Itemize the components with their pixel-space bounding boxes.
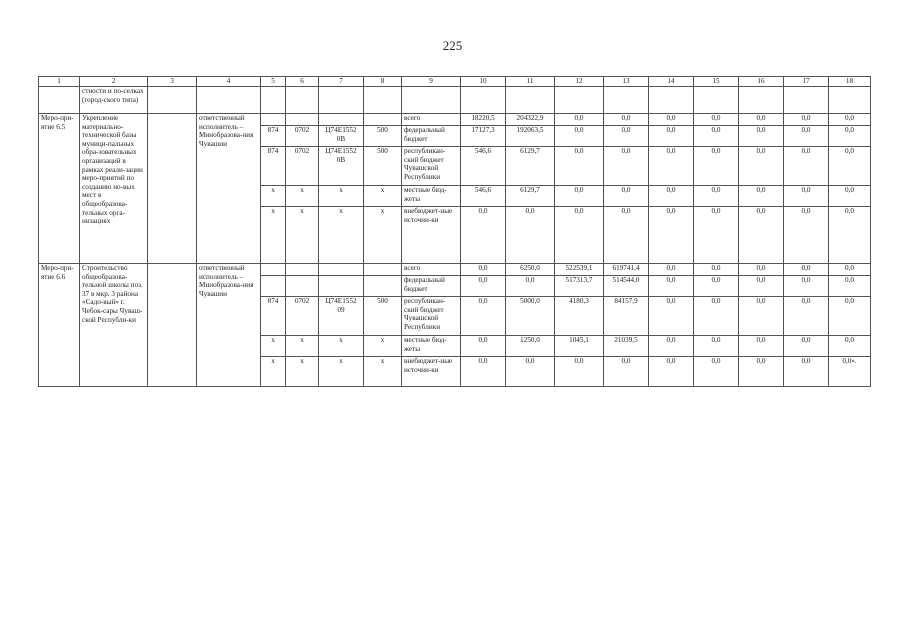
table-cell [461, 87, 506, 114]
code-expense-type: 500 [364, 297, 402, 336]
table-cell [148, 87, 197, 114]
amount-cell: 0,0 [694, 114, 739, 126]
amount-cell: 0,0 [739, 297, 784, 336]
responsible-executor: ответственный исполнитель – Минобразова-ния Чувашии [197, 114, 261, 264]
code-expense-type: 500 [364, 147, 402, 186]
column-header: 16 [739, 77, 784, 87]
table-cell [364, 87, 402, 114]
table-cell [402, 87, 461, 114]
table-cell [739, 87, 784, 114]
amount-cell: 0,0 [461, 264, 506, 276]
amount-cell: 0,0 [739, 357, 784, 387]
table-cell [694, 87, 739, 114]
budget-table [38, 76, 871, 387]
amount-cell: 0,0 [694, 297, 739, 336]
amount-cell: 0,0 [829, 126, 871, 147]
table-row [39, 114, 871, 126]
column-header: 5 [261, 77, 286, 87]
table-cell [784, 87, 829, 114]
amount-cell: 0,0 [694, 126, 739, 147]
table-cell [555, 87, 604, 114]
amount-cell: 0,0 [829, 114, 871, 126]
amount-cell: 0,0 [649, 297, 694, 336]
code-section: х [286, 336, 319, 357]
amount-cell: 0,0 [784, 126, 829, 147]
column-header: 15 [694, 77, 739, 87]
amount-cell: 0,0 [649, 207, 694, 264]
amount-cell: 0,0 [604, 357, 649, 387]
amount-cell: 0,0 [506, 207, 555, 264]
amount-cell: 0,0 [784, 264, 829, 276]
amount-cell: 0,0 [829, 336, 871, 357]
amount-cell: 0,0 [649, 264, 694, 276]
code-section: х [286, 207, 319, 264]
code-grbs [261, 276, 286, 297]
table-cell [829, 87, 871, 114]
amount-cell: 1045,1 [555, 336, 604, 357]
code-expense-type [364, 264, 402, 276]
code-grbs: 874 [261, 147, 286, 186]
code-target: Ц74Е1552 0В [319, 147, 364, 186]
table-cell [197, 87, 261, 114]
amount-cell: 0,0 [506, 357, 555, 387]
amount-cell: 0,0 [649, 186, 694, 207]
code-section [286, 264, 319, 276]
code-expense-type: х [364, 207, 402, 264]
column-header: 12 [555, 77, 604, 87]
amount-cell: 0,0 [604, 114, 649, 126]
column-header: 14 [649, 77, 694, 87]
code-target: х [319, 336, 364, 357]
amount-cell: 0,0 [784, 297, 829, 336]
amount-cell: 0,0 [555, 147, 604, 186]
code-target: х [319, 186, 364, 207]
code-section [286, 114, 319, 126]
amount-cell: 0,0 [829, 147, 871, 186]
code-expense-type [364, 276, 402, 297]
funding-source: местные бюд-жеты [402, 336, 461, 357]
amount-cell: 0,0 [694, 357, 739, 387]
code-target [319, 114, 364, 126]
table-cell [148, 114, 197, 264]
funding-source: внебюджет-ные источни-ки [402, 357, 461, 387]
amount-cell: 0,0 [506, 276, 555, 297]
funding-source: всего [402, 264, 461, 276]
code-section: 0702 [286, 297, 319, 336]
code-target: Ц74Е1552 0В [319, 126, 364, 147]
code-expense-type [364, 114, 402, 126]
amount-cell: 0,0 [784, 336, 829, 357]
code-target: х [319, 207, 364, 264]
responsible-executor: ответственный исполнитель – Минобразова-ния Чувашии [197, 264, 261, 387]
column-header: 13 [604, 77, 649, 87]
amount-cell: 0,0 [461, 276, 506, 297]
amount-cell: 0,0 [555, 126, 604, 147]
amount-cell: 0,0 [784, 207, 829, 264]
code-section: х [286, 186, 319, 207]
funding-source: республикан-ский бюджет Чувашской Республики [402, 297, 461, 336]
column-header: 8 [364, 77, 402, 87]
amount-cell: 0,0 [604, 186, 649, 207]
funding-source: внебюджет-ные источни-ки [402, 207, 461, 264]
amount-cell: 0,0 [649, 336, 694, 357]
code-grbs [261, 114, 286, 126]
code-section: х [286, 357, 319, 387]
column-header: 4 [197, 77, 261, 87]
funding-source: федеральный бюджет [402, 126, 461, 147]
amount-cell: 0,0 [829, 207, 871, 264]
amount-cell: 0,0 [604, 126, 649, 147]
code-grbs: 874 [261, 126, 286, 147]
code-target [319, 276, 364, 297]
amount-cell: 0,0 [694, 147, 739, 186]
amount-cell: 204322,9 [506, 114, 555, 126]
amount-cell: 21039,5 [604, 336, 649, 357]
amount-cell: 0,0 [739, 186, 784, 207]
column-header: 11 [506, 77, 555, 87]
code-grbs: х [261, 357, 286, 387]
table-cell [649, 87, 694, 114]
amount-cell: 546,6 [461, 186, 506, 207]
column-header: 9 [402, 77, 461, 87]
code-expense-type: х [364, 336, 402, 357]
code-section: 0702 [286, 126, 319, 147]
table-row [39, 264, 871, 276]
column-header: 17 [784, 77, 829, 87]
amount-cell: 192063,5 [506, 126, 555, 147]
measure-name: Укрепление материально-технической базы муници-пальных обра-зовательных организаций в рамках реали-зации меро-приятий по созданию но-вых мест в общеобразова-тельных орга-низациях [80, 114, 148, 264]
amount-cell: 0,0 [694, 207, 739, 264]
amount-cell: 0,0 [694, 336, 739, 357]
measure-code: Меро-при-ятие 6.5 [39, 114, 80, 264]
table-cell [39, 87, 80, 114]
code-expense-type: х [364, 357, 402, 387]
amount-cell: 0,0 [784, 276, 829, 297]
amount-cell: 84157,9 [604, 297, 649, 336]
amount-cell: 619741,4 [604, 264, 649, 276]
code-grbs: х [261, 186, 286, 207]
amount-cell: 0,0 [649, 357, 694, 387]
amount-cell: 0,0 [461, 357, 506, 387]
amount-cell: 0,0 [694, 264, 739, 276]
column-header: 6 [286, 77, 319, 87]
amount-cell: 0,0 [461, 336, 506, 357]
column-header: 3 [148, 77, 197, 87]
amount-cell: 6129,7 [506, 147, 555, 186]
column-header: 2 [80, 77, 148, 87]
code-section: 0702 [286, 147, 319, 186]
header-row [39, 77, 871, 87]
funding-source: республикан-ский бюджет Чувашской Республики [402, 147, 461, 186]
amount-cell: 0,0 [649, 147, 694, 186]
amount-cell: 0,0 [555, 207, 604, 264]
table-cell [286, 87, 319, 114]
table-cell [148, 264, 197, 387]
table-cell [319, 87, 364, 114]
code-expense-type: 500 [364, 126, 402, 147]
amount-cell: 0,0 [604, 147, 649, 186]
measure-name: Строительство общеобразова-тельной школы поз. 37 в мкр. 3 района «Садо-вый» г. Чебок-сары Чуваш-ской Республи-ки [80, 264, 148, 387]
amount-cell: 18220,5 [461, 114, 506, 126]
amount-cell: 0,0 [739, 126, 784, 147]
amount-cell: 0,0 [739, 114, 784, 126]
code-target: х [319, 357, 364, 387]
amount-cell: 514544,0 [604, 276, 649, 297]
amount-cell: 517313,7 [555, 276, 604, 297]
amount-cell: 0,0 [461, 207, 506, 264]
funding-source: местные бюд-жеты [402, 186, 461, 207]
funding-source: федеральный бюджет [402, 276, 461, 297]
amount-cell: 0,0 [829, 276, 871, 297]
amount-cell: 0,0 [604, 207, 649, 264]
amount-cell: 0,0 [739, 147, 784, 186]
amount-cell: 0,0 [784, 186, 829, 207]
table-cell [506, 87, 555, 114]
amount-cell: 4180,3 [555, 297, 604, 336]
amount-cell: 0,0 [784, 114, 829, 126]
amount-cell: 0,0 [829, 297, 871, 336]
amount-cell: 0,0 [555, 186, 604, 207]
code-grbs [261, 264, 286, 276]
amount-cell: 0,0 [555, 114, 604, 126]
amount-cell: 17127,3 [461, 126, 506, 147]
code-target [319, 264, 364, 276]
amount-cell: 546,6 [461, 147, 506, 186]
code-section [286, 276, 319, 297]
amount-cell: 1250,0 [506, 336, 555, 357]
amount-cell: 0,0 [829, 264, 871, 276]
amount-cell: 0,0 [739, 264, 784, 276]
column-header: 1 [39, 77, 80, 87]
code-grbs: х [261, 336, 286, 357]
amount-cell: 0,0 [739, 336, 784, 357]
amount-cell: 0,0 [649, 126, 694, 147]
amount-cell: 6250,0 [506, 264, 555, 276]
code-expense-type: х [364, 186, 402, 207]
amount-cell: 0,0». [829, 357, 871, 387]
amount-cell: 0,0 [649, 114, 694, 126]
amount-cell: 0,0 [555, 357, 604, 387]
code-grbs: 874 [261, 297, 286, 336]
amount-cell: 5000,0 [506, 297, 555, 336]
amount-cell: 0,0 [784, 357, 829, 387]
amount-cell: 0,0 [829, 186, 871, 207]
amount-cell: 0,0 [739, 276, 784, 297]
funding-source: всего [402, 114, 461, 126]
measure-name-continued: стности и по-селках (город-ского типа) [80, 87, 148, 114]
table-cell [261, 87, 286, 114]
amount-cell: 0,0 [461, 297, 506, 336]
table-cell [604, 87, 649, 114]
page-number: 225 [442, 38, 463, 53]
column-header: 10 [461, 77, 506, 87]
code-grbs: х [261, 207, 286, 264]
column-header: 18 [829, 77, 871, 87]
amount-cell: 0,0 [649, 276, 694, 297]
amount-cell: 6129,7 [506, 186, 555, 207]
amount-cell: 0,0 [739, 207, 784, 264]
code-target: Ц74Е1552 09 [319, 297, 364, 336]
amount-cell: 0,0 [784, 147, 829, 186]
table-row [39, 87, 871, 114]
column-header: 7 [319, 77, 364, 87]
amount-cell: 0,0 [694, 186, 739, 207]
measure-code: Меро-при-ятие 6.6 [39, 264, 80, 387]
amount-cell: 0,0 [694, 276, 739, 297]
amount-cell: 522539,1 [555, 264, 604, 276]
